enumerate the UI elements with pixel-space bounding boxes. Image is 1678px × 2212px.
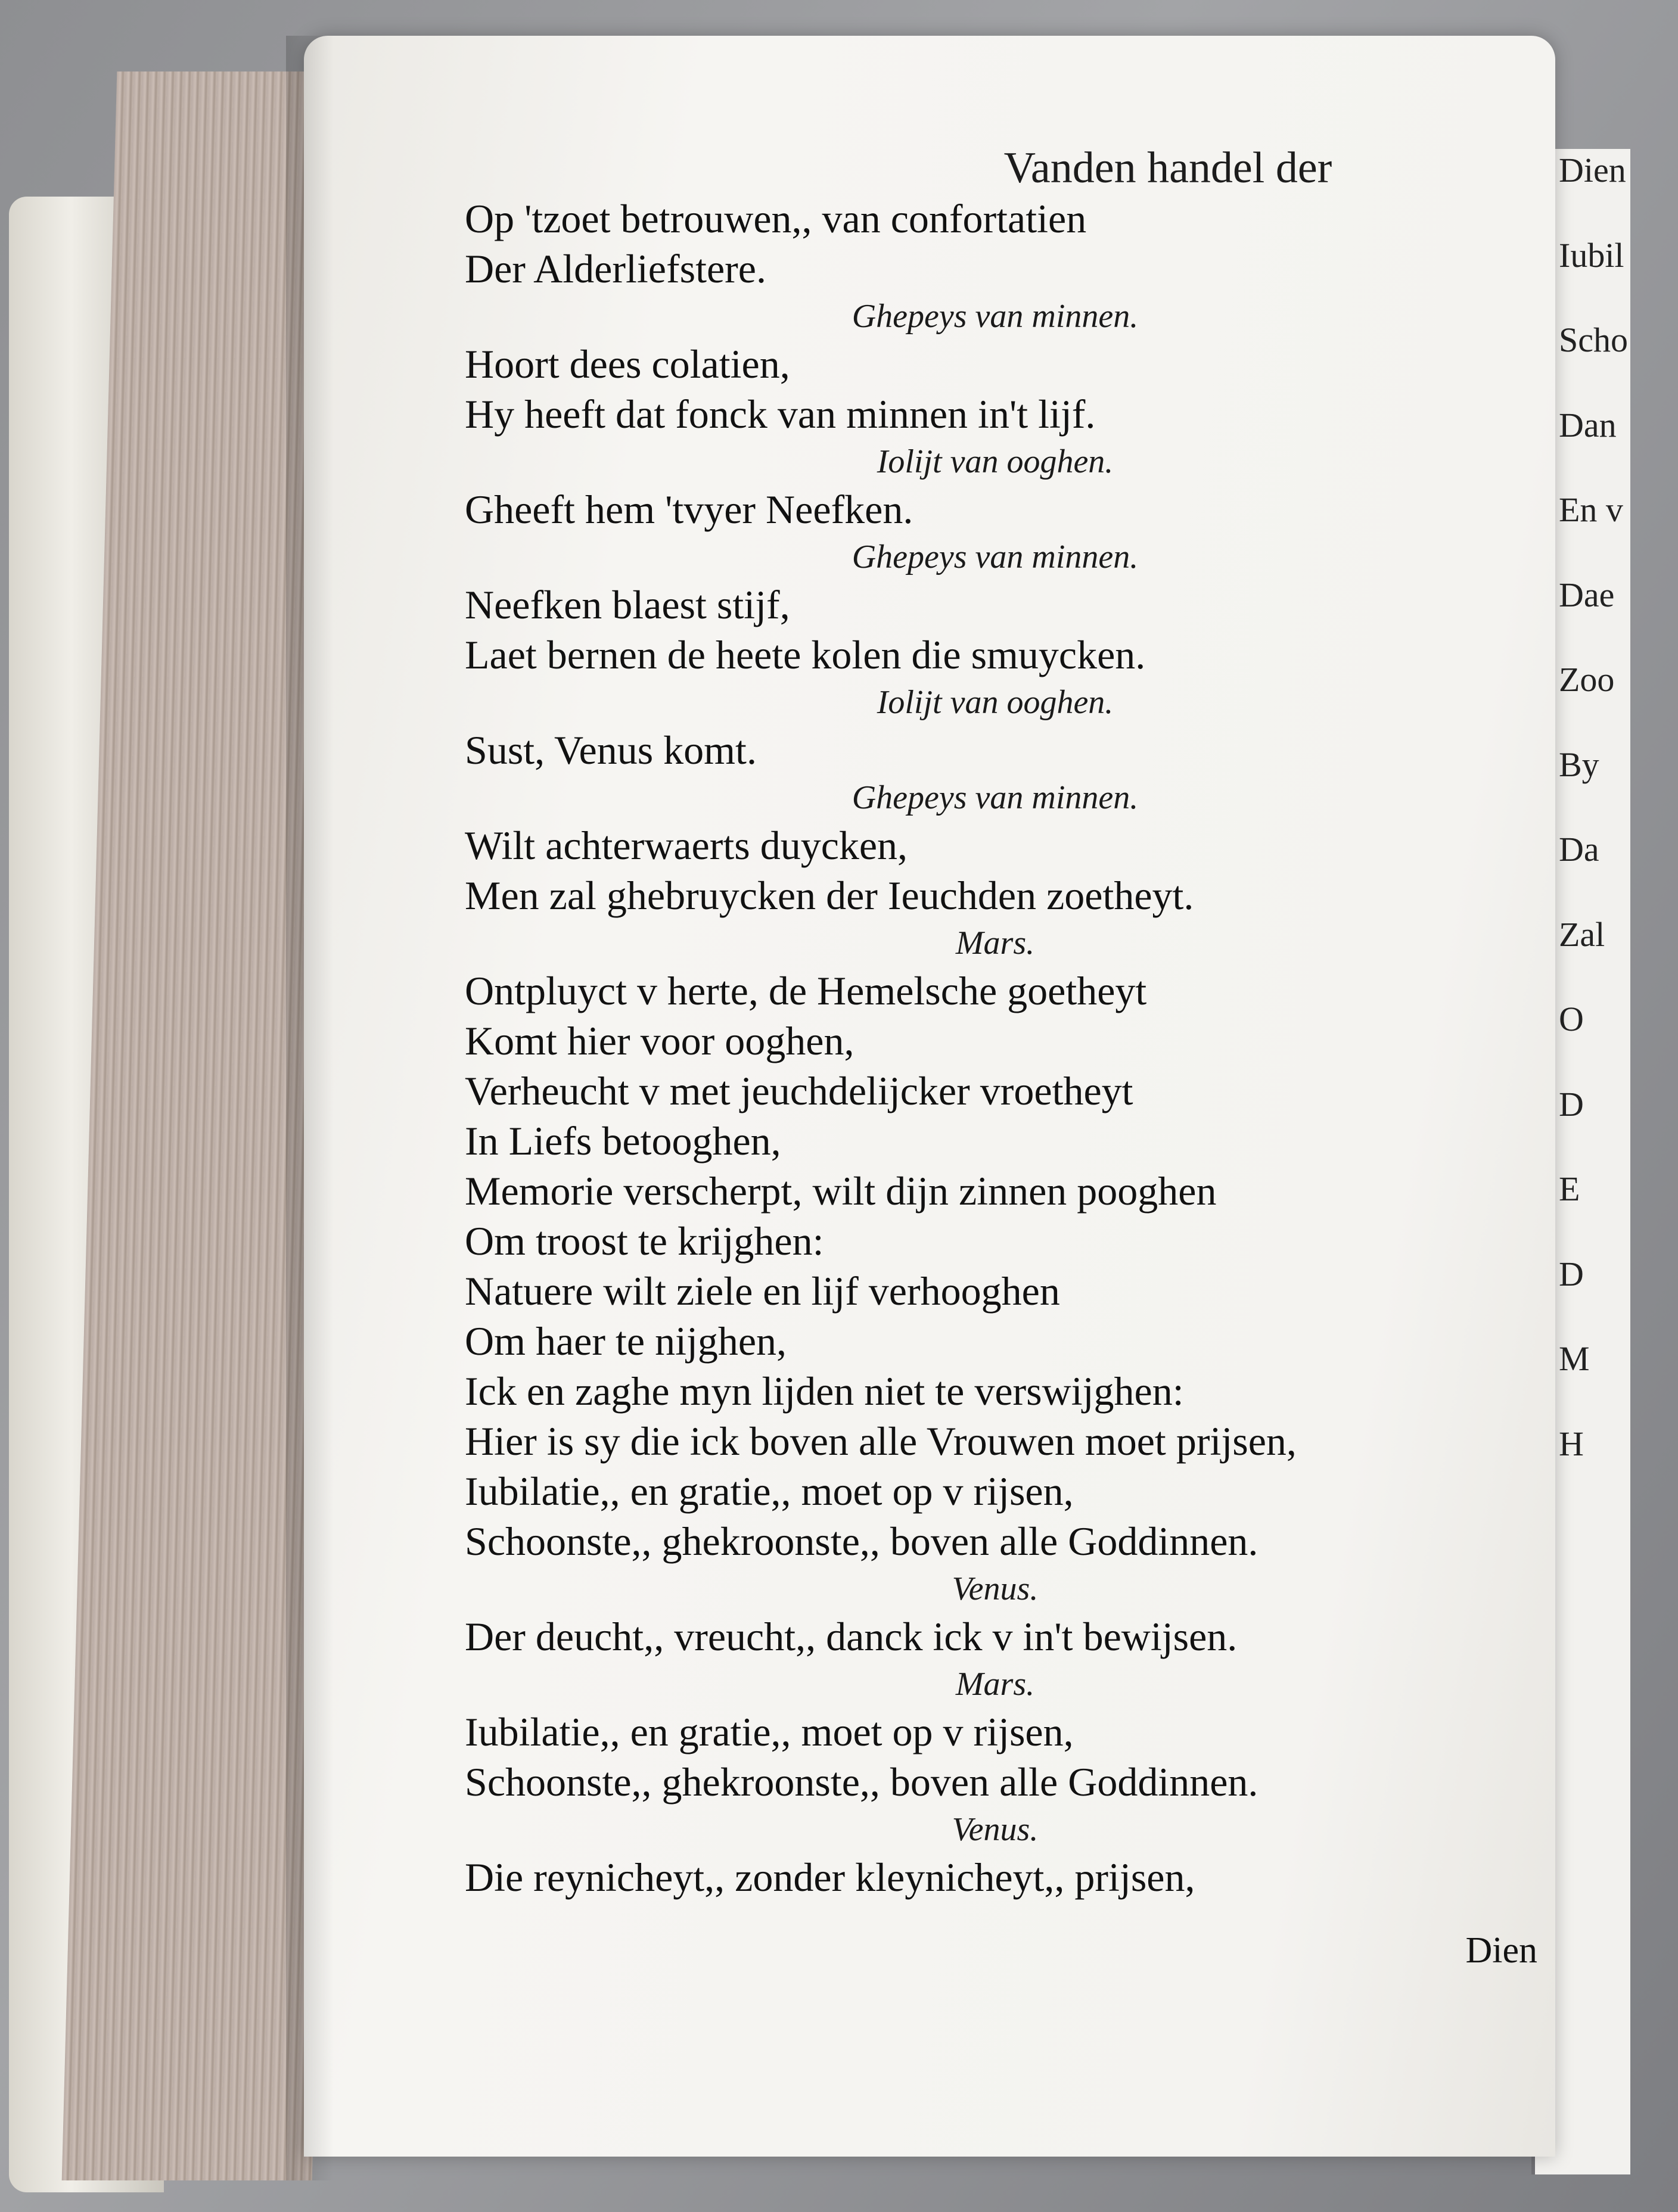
- running-head: Vanden handel der: [1003, 144, 1332, 192]
- verse-line: Schoonste,, ghekroonste,, boven alle Goddinnen.: [465, 1759, 1258, 1805]
- next-page-fragment: Scho: [1559, 321, 1628, 359]
- verse-line: Neefken blaest stijf,: [465, 582, 790, 627]
- next-page-fragment: Zal: [1559, 914, 1605, 954]
- text-block: [465, 194, 1525, 1902]
- speaker-name: Venus.: [952, 1811, 1039, 1848]
- verse-line: Op 'tzoet betrouwen,, van confortatien: [465, 196, 1087, 241]
- verse-line: Hier is sy die ick boven alle Vrouwen moet prijsen,: [465, 1418, 1297, 1464]
- speaker-name: Venus.: [952, 1570, 1039, 1607]
- next-page-fragment: M: [1559, 1339, 1590, 1378]
- verse-line: Wilt achterwaerts duycken,: [465, 823, 908, 868]
- speaker-name: Iolijt van ooghen.: [877, 443, 1114, 480]
- speaker-name: Ghepeys van minnen.: [852, 298, 1139, 335]
- verse-line: Schoonste,, ghekroonste,, boven alle Goddinnen.: [465, 1519, 1258, 1564]
- next-page-fragment: By: [1559, 745, 1599, 784]
- next-page-fragment: O: [1559, 1000, 1584, 1038]
- next-page-fragment: H: [1559, 1424, 1584, 1463]
- verse-line: Hy heeft dat fonck van minnen in't lijf.: [465, 391, 1096, 437]
- next-page-text: [1559, 149, 1678, 1507]
- verse-line: Men zal ghebruycken der Ieuchden zoetheyt.: [465, 873, 1194, 918]
- verse-line: Verheucht v met jeuchdelijcker vroetheyt: [465, 1068, 1133, 1113]
- verse-line: Memorie verscherpt, wilt dijn zinnen pooghen: [465, 1168, 1217, 1214]
- verse-line: Komt hier voor ooghen,: [465, 1018, 854, 1063]
- next-page-fragment: Zoo: [1559, 660, 1615, 699]
- next-page-fragment: Iubil: [1559, 235, 1624, 275]
- verse-line: Ick en zaghe myn lijden niet te verswijghen:: [465, 1368, 1184, 1414]
- catchword: Dien: [1465, 1930, 1537, 1971]
- verse-line: Om troost te krijghen:: [465, 1218, 824, 1264]
- verse-line: In Liefs betooghen,: [465, 1118, 781, 1163]
- verse-line: Ontpluyct v herte, de Hemelsche goetheyt: [465, 968, 1147, 1013]
- verse-line: Die reynicheyt,, zonder kleynicheyt,, prijsen,: [465, 1855, 1195, 1900]
- verse-line: Om haer te nijghen,: [465, 1318, 787, 1364]
- verse-line: Der deucht,, vreucht,, danck ick v in't bewijsen.: [465, 1614, 1238, 1659]
- speaker-name: Ghepeys van minnen.: [852, 779, 1139, 816]
- next-page-fragment: Dae: [1559, 575, 1615, 614]
- next-page-fragment: D: [1559, 1254, 1584, 1293]
- next-page-fragment: E: [1559, 1169, 1580, 1208]
- verse-line: Iubilatie,, en gratie,, moet op v rijsen,: [465, 1709, 1074, 1754]
- verse-line: Gheeft hem 'tvyer Neefken.: [465, 487, 913, 532]
- verse-line: Sust, Venus komt.: [465, 727, 757, 773]
- verse-line: Hoort dees colatien,: [465, 341, 790, 387]
- verse-line: Natuere wilt ziele en lijf verhooghen: [465, 1268, 1060, 1314]
- spine-shadow: [286, 36, 334, 2180]
- next-page-fragment: Da: [1559, 830, 1599, 869]
- next-page-fragment: Dan: [1559, 405, 1617, 444]
- verse-line: Der Alderliefstere.: [465, 246, 766, 291]
- speaker-name: Ghepeys van minnen.: [852, 539, 1139, 575]
- speaker-name: Mars.: [955, 925, 1035, 962]
- verse-line: Iubilatie,, en gratie,, moet op v rijsen,: [465, 1469, 1074, 1514]
- speaker-name: Mars.: [955, 1666, 1035, 1703]
- next-page-fragment: En v: [1559, 490, 1623, 529]
- next-page-fragment: D: [1559, 1084, 1584, 1124]
- speaker-name: Iolijt van ooghen.: [877, 684, 1114, 721]
- verse-line: Laet bernen de heete kolen die smuycken.: [465, 632, 1146, 677]
- next-page-fragment: Dien: [1559, 151, 1626, 189]
- book-page: [304, 36, 1555, 2157]
